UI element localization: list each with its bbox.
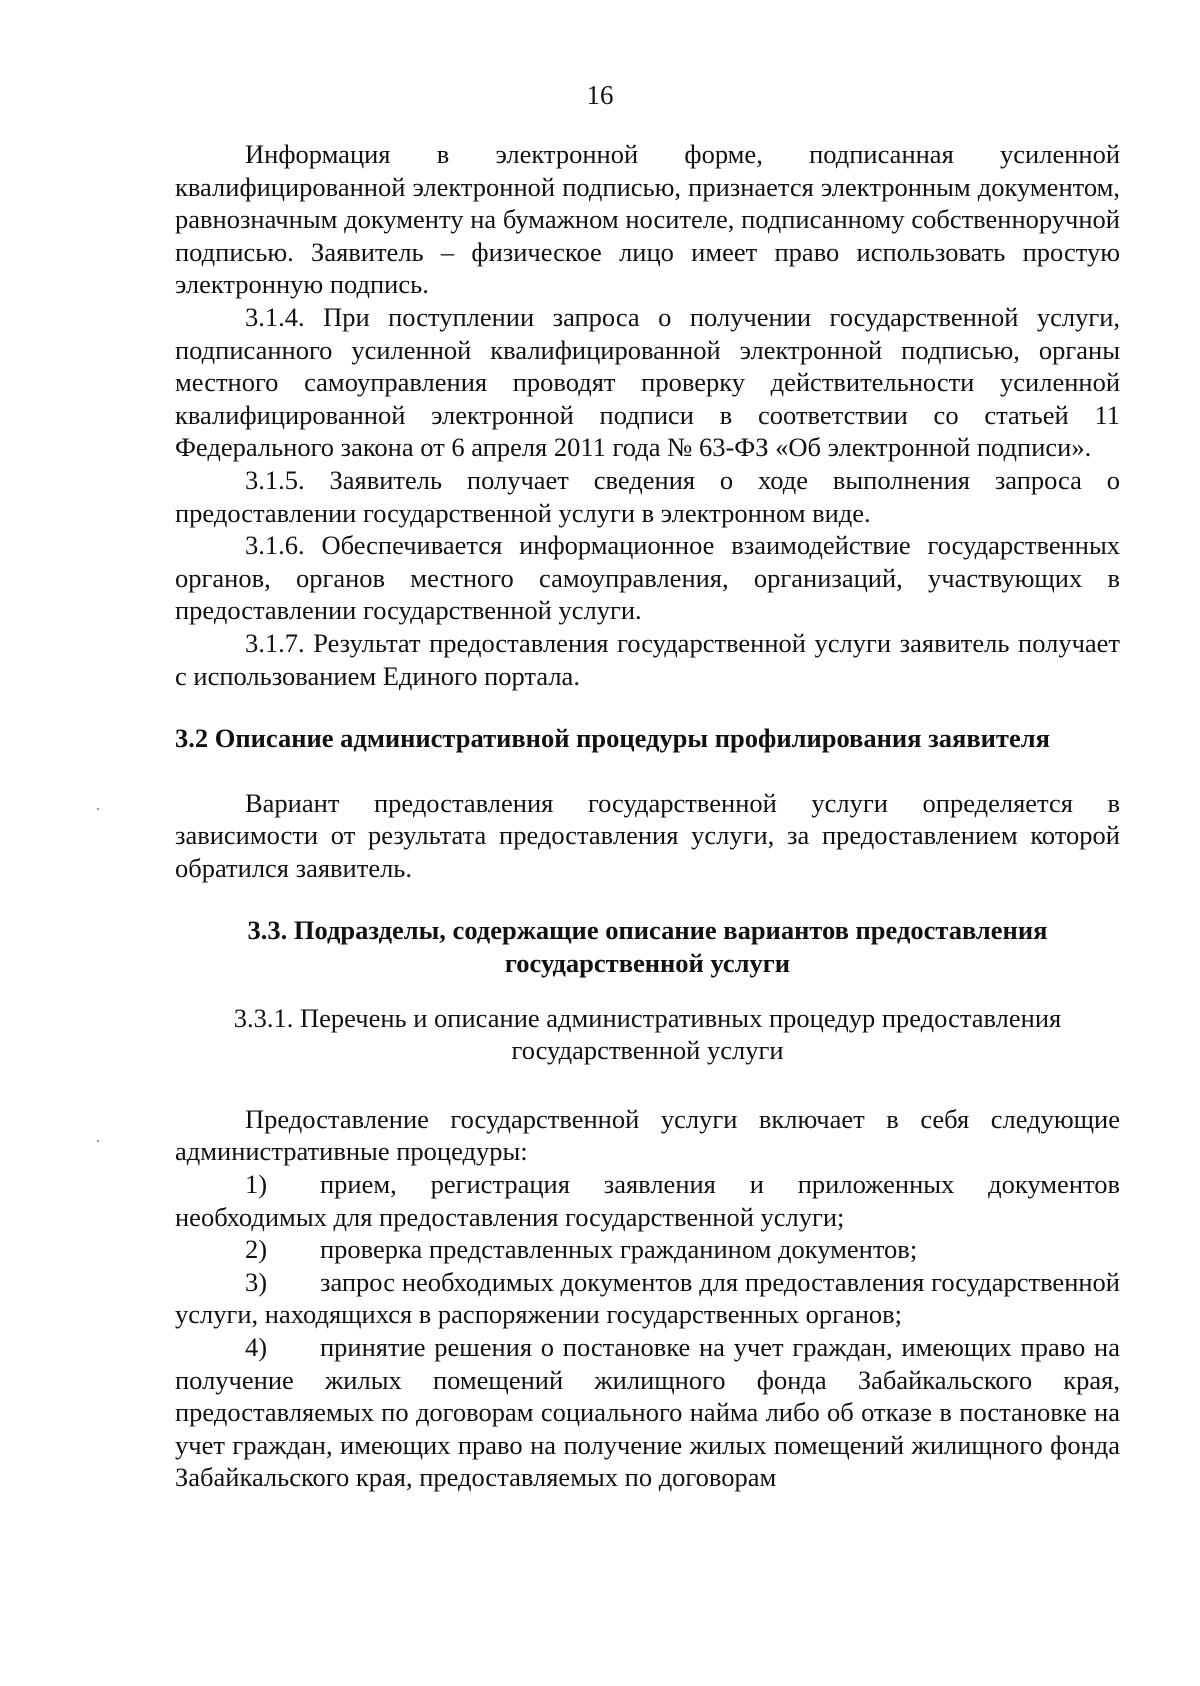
list-item-number: 1) <box>245 1169 268 1200</box>
list-item-number: 2) <box>245 1234 268 1265</box>
section-3-2-heading: 3.2 Описание административной процедуры профилирования заявителя <box>175 723 1050 754</box>
section-3-3-heading <box>175 914 1120 979</box>
subsection-3-3-1-title <box>175 1002 1120 1067</box>
paragraph-3-1-4: 3.1.4. При поступлении запроса о получении государственной услуги, подписанного усиленной квалифицированной электронной подписью, органы местного самоуправления проводят проверку действительности усиленной квалифицированной электронной подписи в соответствии со статьей 11 Федерального закона от 6 апреля 2011 года № 63-ФЗ «Об электронной подписи». <box>175 301 1120 463</box>
scan-mark <box>97 1140 99 1142</box>
paragraph-intro: Информация в электронной форме, подписанная усиленной квалифицированной электронной подписью, признается электронным документом, равнозначным документу на бумажном носителе, подписанному собственноручной подписью. Заявитель – физическое лицо имеет право использовать простую электронную подпись. <box>175 139 1120 300</box>
list-item-text: проверка представленных гражданином документов; <box>320 1234 918 1265</box>
list-item-number: 3) <box>245 1266 268 1297</box>
list-item <box>175 1266 1120 1331</box>
section-3-3-heading-line2: государственной услуги <box>504 948 791 979</box>
subsection-3-3-1-line1: 3.3.1. Перечень и описание административных процедур предоставления <box>233 1002 1062 1033</box>
list-item <box>175 1331 1120 1494</box>
subsection-3-3-1-line2: государственной услуги <box>511 1035 784 1066</box>
list-item-number: 4) <box>245 1332 268 1362</box>
list-item-text: прием, регистрация заявления и приложенных документов необходимых для предоставления государственной услуги; <box>175 1169 1120 1232</box>
list-item-text: запрос необходимых документов для предоставления государственной услуги, находящихся в распоряжении государственных органов; <box>175 1266 1120 1330</box>
list-item <box>175 1233 1120 1266</box>
page-content <box>175 138 1120 1494</box>
page-number: 16 <box>586 80 614 110</box>
paragraph-3-1-7: 3.1.7. Результат предоставления государственной услуги заявитель получает с использованием Единого портала. <box>175 627 1120 691</box>
section-3-2-text: Вариант предоставления государственной услуги определяется в зависимости от результата предоставления услуги, за предоставлением которой обратился заявитель. <box>175 787 1120 883</box>
list-item-text: принятие решения о постановке на учет граждан, имеющих право на получение жилых помещений жилищного фонда Забайкальского края, предоставляемых по договорам социального найма либо об отказе в постановке на учет граждан, имеющих право на получение жилых помещений жилищного фонда Забайкальского края, предоставляемых по договорам <box>175 1332 1120 1493</box>
paragraph-3-1-6: 3.1.6. Обеспечивается информационное взаимодействие государственных органов, органов местного самоуправления, организаций, участвующих в предоставлении государственной услуги. <box>175 530 1120 626</box>
procedures-intro: Предоставление государственной услуги включает в себя следующие административные процедуры: <box>175 1103 1120 1167</box>
paragraph-3-1-5: 3.1.5. Заявитель получает сведения о ходе выполнения запроса о предоставлении государственной услуги в электронном виде. <box>175 464 1120 528</box>
section-3-3-heading-line1: 3.3. Подразделы, содержащие описание вариантов предоставления <box>247 915 1048 946</box>
list-item <box>175 1168 1120 1233</box>
scan-mark <box>97 808 99 810</box>
